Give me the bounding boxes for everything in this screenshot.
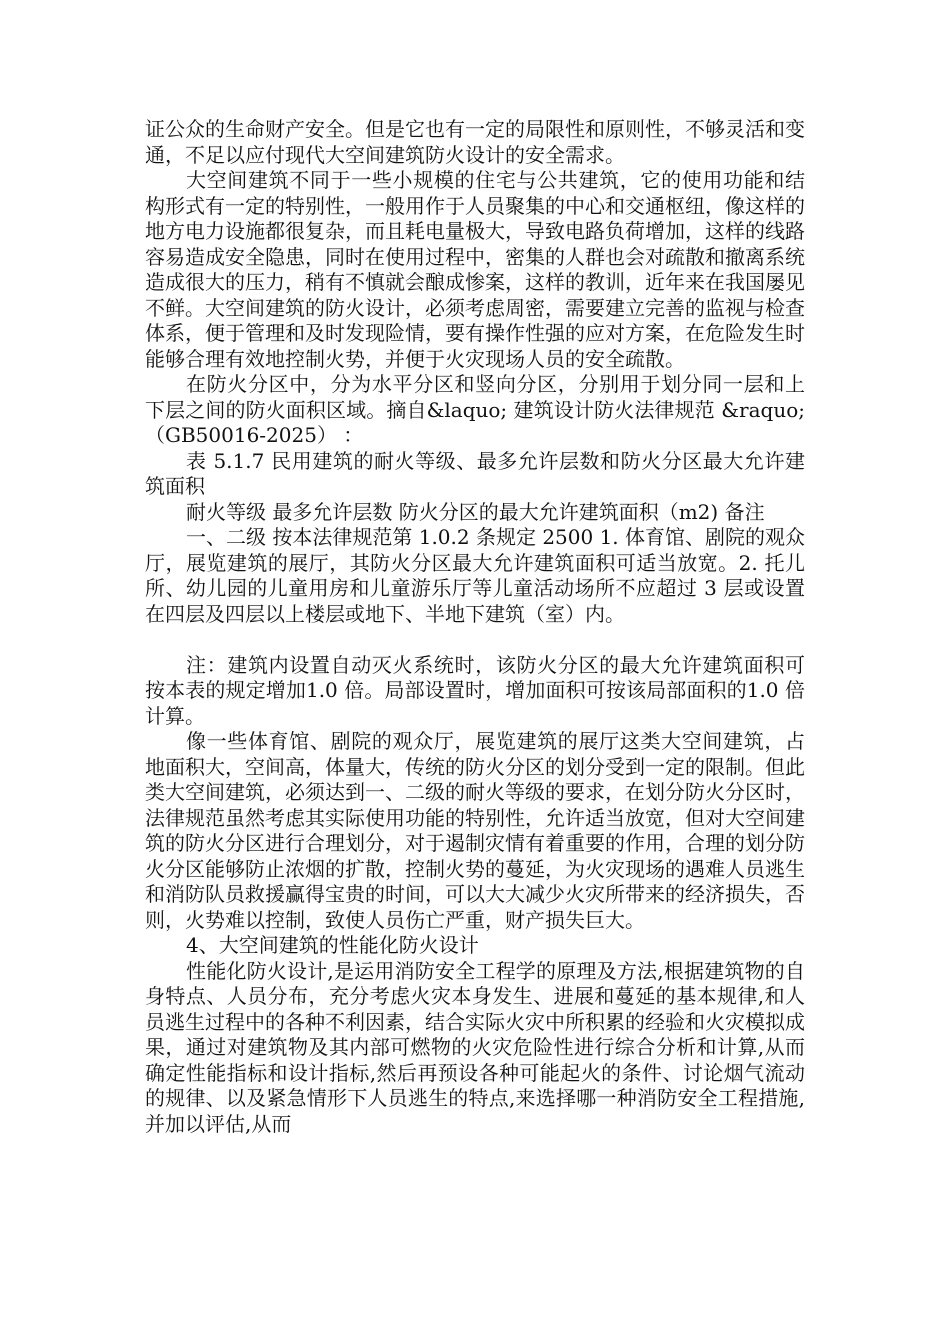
section-heading: 4、大空间建筑的性能化防火设计: [186, 933, 479, 957]
paragraph-8: 像一些体育馆、剧院的观众厅，展览建筑的展厅这类大空间建筑，占地面积大，空间高，体量大，传统的防火分区的划分受到一定的限制。但此类大空间建筑，必须达到一、二级的耐火等级的要求，在划分防火分区时，法律规范虽然考虑其实际使用功能的特别性，允许适当放宽，但对大空间建筑的防火分区进行合理划分，对于遏制灾情有着重要的作用，合理的划分防火分区能够防止浓烟的扩散，控制火势的蔓延，为火灾现场的遇难人员逃生和消防队员救援赢得宝贵的时间，可以大大减少火灾所带来的经济损失，否则，火势难以控制，致使人员伤亡严重，财产损失巨大。: [145, 729, 805, 932]
table-note: 注：建筑内设置自动灭火系统时，该防火分区的最大允许建筑面积可按本表的规定增加1.0 倍。局部设置时，增加面积可按该局部面积的1.0 倍计算。: [145, 652, 805, 728]
table-header: 耐火等级 最多允许层数 防火分区的最大允许建筑面积（m2) 备注: [186, 499, 765, 524]
table-caption: 表 5.1.7 民用建筑的耐火等级、最多允许层数和防火分区最大允许建筑面积: [145, 448, 805, 498]
paragraph-10: 性能化防火设计,是运用消防安全工程学的原理及方法,根据建筑物的自身特点、人员分布，充分考虑火灾本身发生、进展和蔓延的基本规律,和人员逃生过程中的各种不利因素，结合实际火灾中所积累的经验和火灾模拟成果，通过对建筑物及其内部可燃物的火灾危险性进行综合分析和计算,从而确定性能指标和设计指标,然后再预设各种可能起火的条件、讨论烟气流动的规律、以及紧急情形下人员逃生的特点,来选择哪一种消防安全工程措施,并加以评估,从而: [145, 958, 805, 1136]
paragraph-2: 大空间建筑不同于一些小规模的住宅与公共建筑，它的使用功能和结构形式有一定的特别性，一般用作于人员聚集的中心和交通枢纽，像这样的地方电力设施都很复杂，而且耗电量极大，导致电路负荷增加，这样的线路容易造成安全隐患，同时在使用过程中，密集的人群也会对疏散和撤离系统造成很大的压力，稍有不慎就会酿成惨案，这样的教训，近年来在我国屡见不鲜。大空间建筑的防火设计，必须考虑周密，需要建立完善的监视与检查体系，便于管理和及时发现险情，要有操作性强的应对方案，在危险发生时能够合理有效地控制火势，并便于火灾现场人员的安全疏散。: [145, 168, 805, 371]
paragraph-3: 在防火分区中，分为水平分区和竖向分区，分别用于划分同一层和上下层之间的防火面积区域。摘自&laquo; 建筑设计防火法律规范 &raquo;（GB50016-2025） ：: [145, 372, 805, 447]
document-page: [145, 117, 805, 1137]
table-row: 一、二级 按本法律规范第 1.0.2 条规定 2500 1. 体育馆、剧院的观众厅，展览建筑的展厅，其防火分区最大允许建筑面积可适当放宽。2. 托儿所、幼儿园的儿童用房和儿童游乐厅等儿童活动场所不应超过 3 层或设置在四层及四层以上楼层或地下、半地下建筑（室）内。: [145, 525, 806, 626]
paragraph-1: 证公众的生命财产安全。但是它也有一定的局限性和原则性，不够灵活和变通，不足以应付现代大空间建筑防火设计的安全需求。: [145, 117, 805, 167]
blank-line: [145, 627, 805, 653]
